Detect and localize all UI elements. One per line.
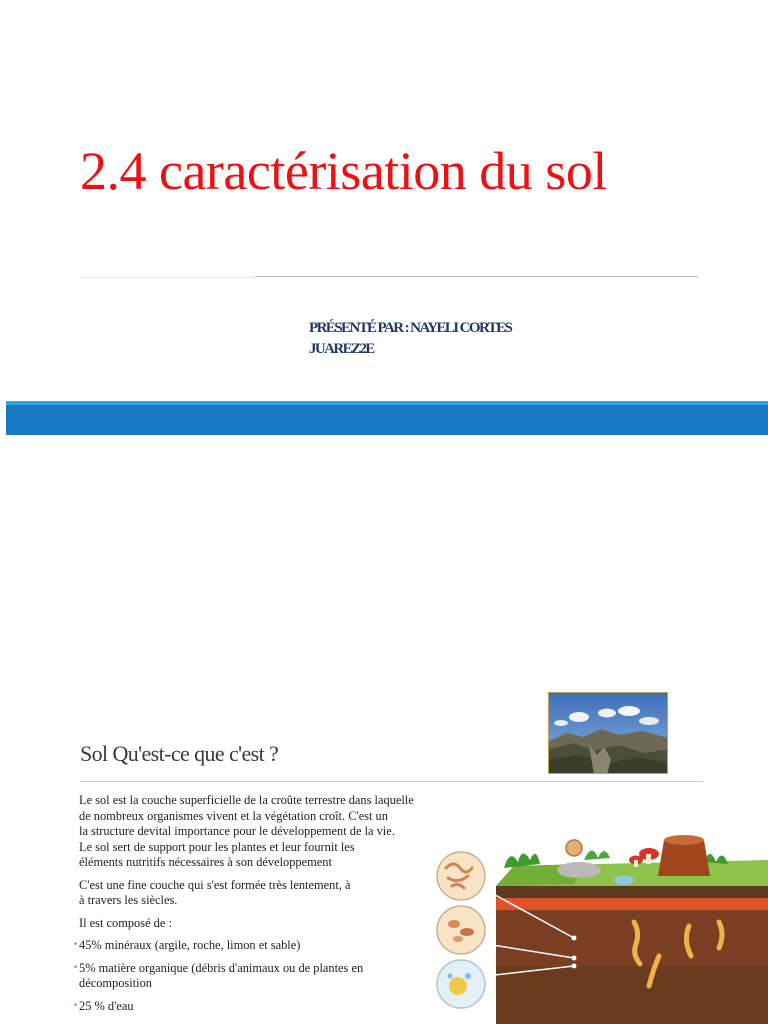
text-line: la structure devital importance pour le développement de la vie. bbox=[79, 824, 395, 838]
composition-item bbox=[74, 938, 429, 954]
composition-item bbox=[74, 998, 429, 1015]
composition-item-text: 25 % d'eau bbox=[79, 998, 134, 1013]
presenter-credit bbox=[309, 318, 569, 360]
text-line: C'est une fine couche qui s'est formée très lentement, à bbox=[79, 877, 351, 892]
text-line: Le sol sert de support pour les plantes et leur fournit les bbox=[79, 839, 355, 854]
slide-title: 2.4 caractérisation du sol bbox=[80, 141, 607, 201]
title-divider bbox=[255, 276, 698, 277]
definition-paragraph bbox=[79, 793, 429, 871]
composition-item-text: 5% matière organique (débris d'animaux ou de plantes en décomposition bbox=[79, 960, 364, 990]
soil-layers-illustration bbox=[434, 826, 768, 1024]
organism-circle-1 bbox=[437, 852, 485, 900]
slide-footer-band-highlight bbox=[6, 401, 768, 405]
definition-text bbox=[74, 793, 429, 1021]
text-line: Le sol est la couche superficielle de la croûte terrestre dans laquelle bbox=[79, 793, 414, 807]
text-line: de nombreux organismes vivent et la végétation croît. C'est un bbox=[79, 808, 388, 823]
composition-item bbox=[74, 960, 399, 992]
section-heading: Sol Qu'est-ce que c'est ? bbox=[80, 741, 279, 766]
text-line: à travers les siècles. bbox=[79, 893, 178, 907]
slide-footer-band bbox=[6, 401, 768, 435]
presenter-line-1: PRÉSENTÉ PAR : NAYELI CORTES bbox=[309, 320, 512, 336]
heading-divider bbox=[80, 781, 703, 782]
bullet-icon: • bbox=[74, 939, 78, 949]
composition-intro: Il est composé de : bbox=[79, 915, 172, 930]
bullet-icon: • bbox=[74, 961, 78, 972]
formation-paragraph bbox=[79, 878, 429, 909]
title-divider-left bbox=[80, 277, 255, 278]
landscape-photo bbox=[548, 692, 668, 774]
text-line: éléments nutritifs nécessaires à son développement bbox=[79, 855, 332, 869]
bullet-icon: • bbox=[74, 999, 78, 1010]
presenter-line-2: JUAREZ2E bbox=[309, 341, 374, 357]
composition-item-text: 45% minéraux (argile, roche, limon et sable) bbox=[79, 938, 301, 952]
